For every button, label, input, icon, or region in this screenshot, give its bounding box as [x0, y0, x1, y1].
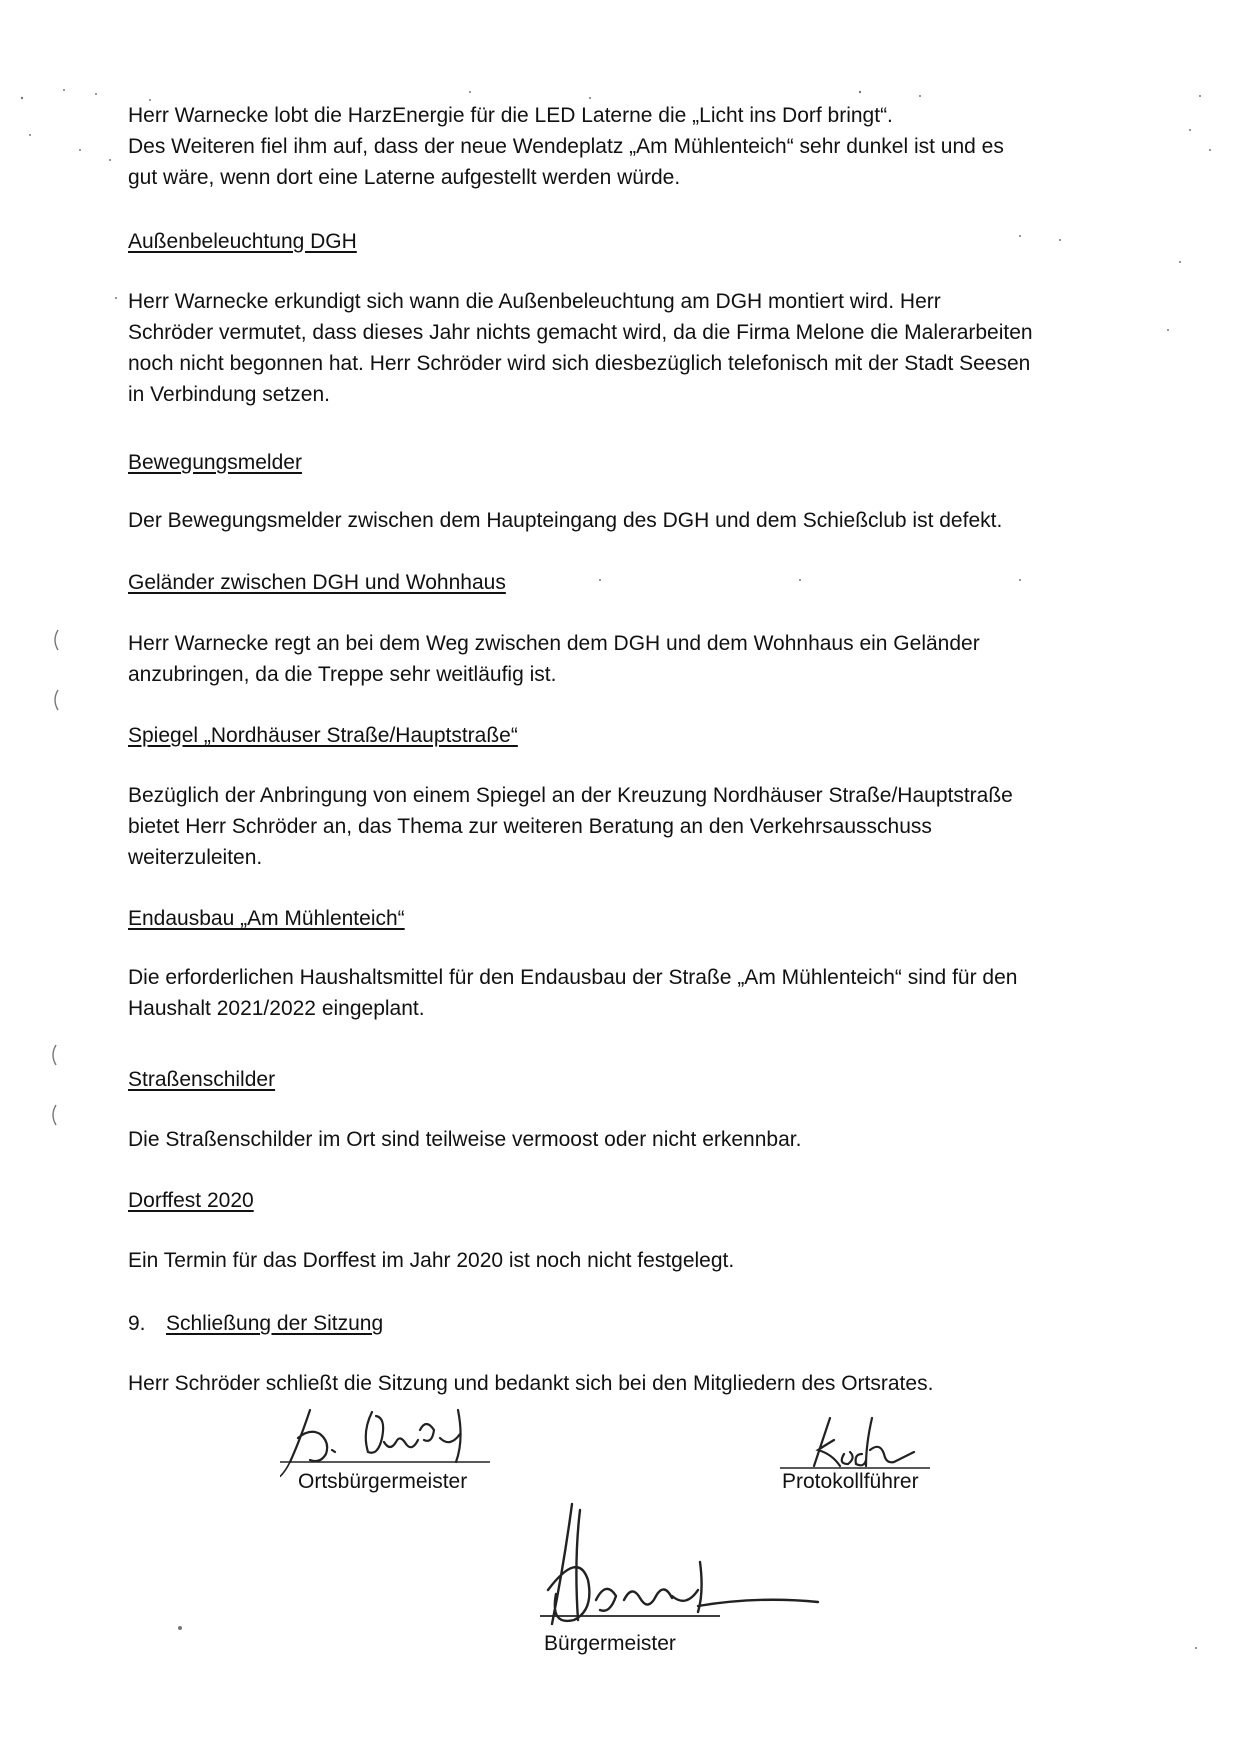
section-number: 9.: [128, 1312, 146, 1335]
section-heading: [128, 720, 1118, 751]
text-line: weiterzuleiten.: [128, 846, 263, 869]
section-heading: [128, 447, 1118, 478]
buergermeister-label: Bürgermeister: [544, 1632, 676, 1655]
section-heading: [128, 903, 1118, 934]
section-heading-text: Schließung der Sitzung: [166, 1312, 384, 1335]
text-line: in Verbindung setzen.: [128, 383, 330, 406]
paragraph: [128, 1368, 1118, 1399]
paragraph: [128, 286, 1118, 410]
text-line: Schröder vermutet, dass dieses Jahr nichts gemacht wird, da die Firma Melone die Malerarbeiten: [128, 321, 1033, 344]
text-line: Des Weiteren fiel ihm auf, dass der neue Wendeplatz „Am Mühlenteich“ sehr dunkel ist und es: [128, 135, 1004, 158]
section-heading: [128, 1064, 1118, 1095]
paragraph: [128, 628, 1118, 690]
protokollfuehrer-label: Protokollführer: [782, 1470, 919, 1493]
section-heading: [128, 567, 1118, 598]
section-heading: [128, 1185, 1118, 1216]
numbered-section-heading: [128, 1308, 1118, 1339]
section-heading: [128, 226, 1118, 257]
text-line: noch nicht begonnen hat. Herr Schröder wird sich diesbezüglich telefonisch mit der Stadt Seesen: [128, 352, 1031, 375]
text-line: Der Bewegungsmelder zwischen dem Haupteingang des DGH und dem Schießclub ist defekt.: [128, 509, 1003, 532]
section-heading-text: Geländer zwischen DGH und Wohnhaus: [128, 571, 506, 594]
section-heading-text: Spiegel „Nordhäuser Straße/Hauptstraße“: [128, 724, 518, 747]
text-line: bietet Herr Schröder an, das Thema zur weiteren Beratung an den Verkehrsausschuss: [128, 815, 932, 838]
text-line: Herr Warnecke lobt die HarzEnergie für die LED Laterne die „Licht ins Dorf bringt“.: [128, 104, 893, 127]
paragraph: [128, 505, 1118, 536]
text-line: Die Straßenschilder im Ort sind teilweise vermoost oder nicht erkennbar.: [128, 1128, 802, 1151]
ortsbuergermeister-label: Ortsbürgermeister: [298, 1470, 468, 1493]
paragraph: [128, 780, 1118, 873]
section-heading-text: Endausbau „Am Mühlenteich“: [128, 907, 405, 930]
text-line: anzubringen, da die Treppe sehr weitläufig ist.: [128, 663, 557, 686]
paragraph: [128, 962, 1118, 1024]
text-line: Bezüglich der Anbringung von einem Spiegel an der Kreuzung Nordhäuser Straße/Hauptstraße: [128, 784, 1013, 807]
text-line: Herr Schröder schließt die Sitzung und bedankt sich bei den Mitgliedern des Ortsrates.: [128, 1372, 934, 1395]
paragraph: [128, 1124, 1118, 1155]
section-heading-text: Außenbeleuchtung DGH: [128, 230, 357, 253]
section-heading-text: Bewegungsmelder: [128, 451, 302, 474]
text-line: Herr Warnecke regt an bei dem Weg zwischen dem DGH und dem Wohnhaus ein Geländer: [128, 632, 980, 655]
text-line: Ein Termin für das Dorffest im Jahr 2020 ist noch nicht festgelegt.: [128, 1249, 735, 1272]
text-line: Die erforderlichen Haushaltsmittel für den Endausbau der Straße „Am Mühlenteich“ sind für den: [128, 966, 1018, 989]
paragraph: [128, 1245, 1118, 1276]
text-line: Haushalt 2021/2022 eingeplant.: [128, 997, 425, 1020]
text-line: gut wäre, wenn dort eine Laterne aufgestellt werden würde.: [128, 166, 681, 189]
paragraph: [128, 100, 1118, 193]
ortsbuergermeister-signature: [280, 1390, 520, 1480]
text-line: Herr Warnecke erkundigt sich wann die Außenbeleuchtung am DGH montiert wird. Herr: [128, 290, 941, 313]
section-heading-text: Dorffest 2020: [128, 1189, 254, 1212]
section-heading-text: Straßenschilder: [128, 1068, 276, 1091]
